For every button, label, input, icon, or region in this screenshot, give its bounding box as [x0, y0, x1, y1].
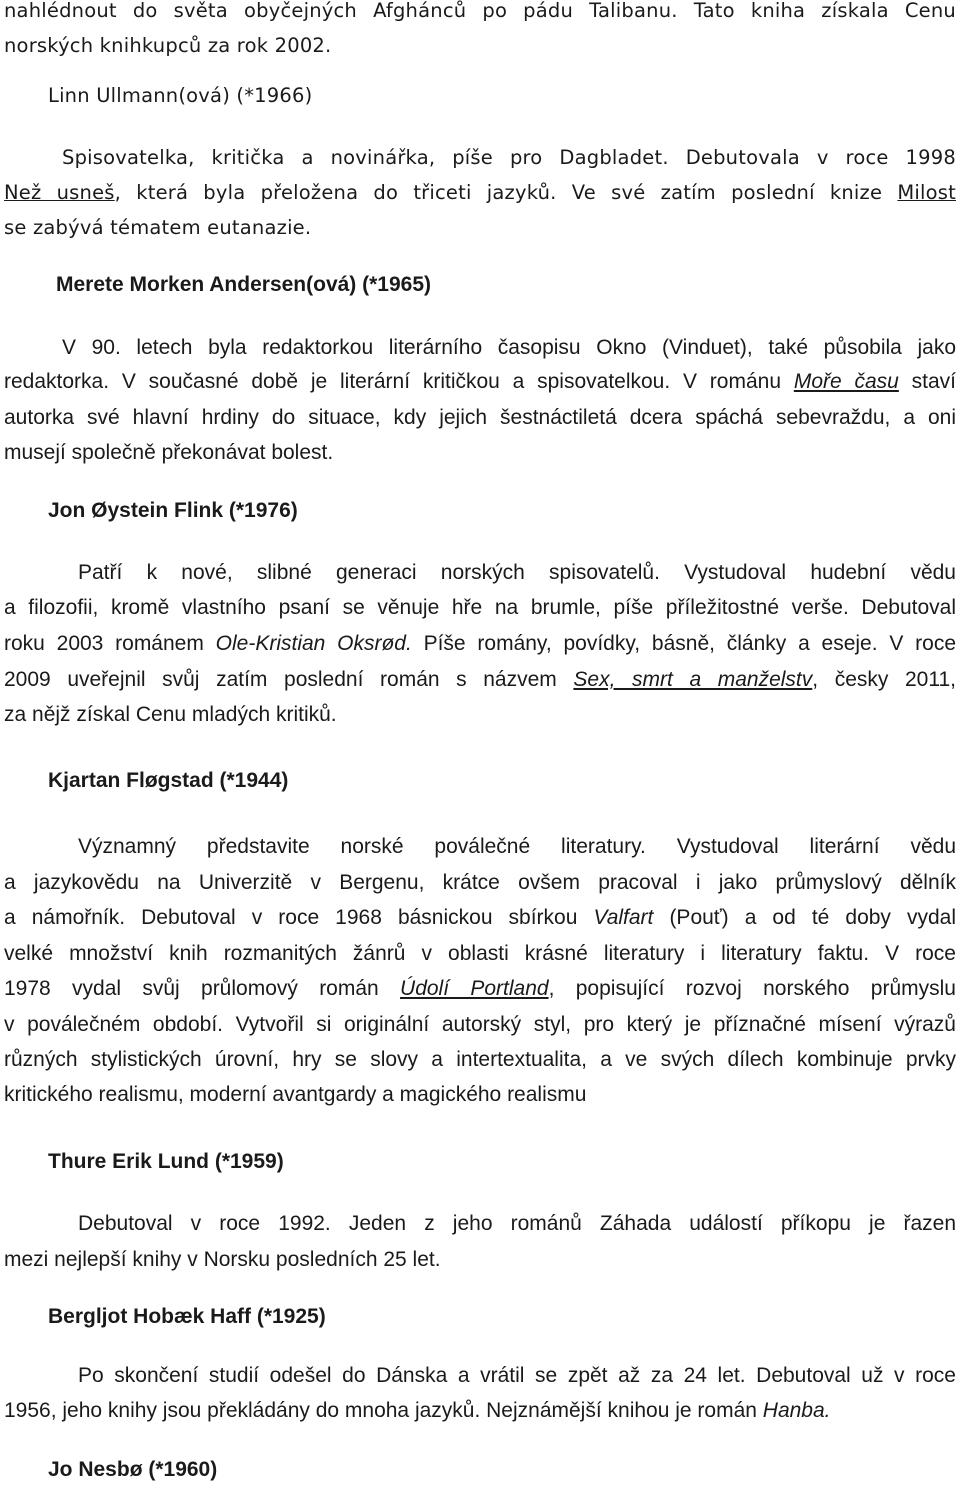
text-run: staví [911, 370, 957, 393]
paragraph-line: kritického realismu, moderní avantgardy a magického realismu [4, 1083, 587, 1106]
text-run: (Pouť) a od té doby vydal [669, 906, 956, 929]
text-run: 1956, jeho knihy jsou překládány do mnoha jazyků. Nejznámější knihou je román [4, 1399, 757, 1422]
paragraph-line [4, 974, 956, 1004]
author-heading: Jon Øystein Flink (*1976) [48, 499, 298, 522]
author-heading: Kjartan Fløgstad (*1944) [48, 769, 289, 792]
paragraph-line: musejí společně překonávat bolest. [4, 441, 334, 464]
text-run: , která byla přeložena do třiceti jazyků. Ve své zatím poslední knize [114, 181, 883, 204]
paragraph-line: V 90. letech byla redaktorkou literárního časopisu Okno (Vinduet), také působila jako [62, 336, 956, 359]
book-title: Valfart [593, 906, 654, 929]
text-run: redaktorka. V současné době je literární kritičkou a spisovatelkou. V románu [4, 370, 782, 393]
paragraph-line: mezi nejlepší knihy v Norsku posledních 25 let. [4, 1248, 441, 1271]
book-title: Milost [897, 181, 956, 204]
text-run: roku 2003 románem [4, 632, 204, 655]
paragraph-line [4, 367, 956, 397]
paragraph-line: a jazykovědu na Univerzitě v Bergenu, krátce ovšem pracoval i jako průmyslový dělník [4, 871, 956, 894]
paragraph-line: Debutoval v roce 1992. Jeden z jeho románů Záhada událostí příkopu je řazen [78, 1212, 956, 1235]
book-title: Hanba. [762, 1399, 831, 1422]
author-heading: Thure Erik Lund (*1959) [48, 1150, 284, 1173]
paragraph-line [4, 629, 956, 659]
author-heading: Merete Morken Andersen(ová) (*1965) [56, 273, 432, 296]
paragraph-line: Spisovatelka, kritička a novinářka, píše pro Dagbladet. Debutovala v roce 1998 [62, 146, 956, 169]
text-run: 2009 uveřejnil svůj zatím poslední román s názvem [4, 668, 557, 691]
text-run: , popisující rozvoj norského průmyslu [548, 977, 956, 1000]
author-heading: Bergljot Hobæk Haff (*1925) [48, 1305, 326, 1328]
paragraph-line: a filozofii, kromě vlastního psaní se věnuje hře na brumle, píše příležitostné verše. Debutoval [4, 596, 956, 619]
text-run: , česky 2011, [812, 668, 956, 691]
paragraph-line: Patří k nové, slibné generaci norských spisovatelů. Vystudoval hudební vědu [78, 561, 956, 584]
text-run: 1978 vydal svůj průlomový román [4, 977, 379, 1000]
book-title: Sex, smrt a manželstv [573, 668, 813, 691]
book-title: Údolí Portland [400, 977, 549, 1000]
book-title: Moře času [793, 370, 899, 393]
paragraph-line [4, 903, 956, 933]
author-heading: Jo Nesbø (*1960) [48, 1458, 218, 1481]
paragraph-line: v poválečném období. Vytvořil si originální autorský styl, pro který je příznačné mísení výrazů [4, 1013, 956, 1036]
book-title: Než usneš [4, 181, 115, 204]
book-title: Ole-Kristian Oksrød. [215, 632, 412, 655]
paragraph-line: velké množství knih rozmanitých žánrů v oblasti krásné literatury i literatury faktu. V roce [4, 942, 956, 965]
paragraph-line: norských knihkupců za rok 2002. [4, 34, 332, 57]
author-heading: Linn Ullmann(ová) (*1966) [48, 84, 313, 107]
paragraph-line: Významný představite norské poválečné literatury. Vystudoval literární vědu [78, 835, 956, 858]
paragraph-line: Po skončení studií odešel do Dánska a vrátil se zpět až za 24 let. Debutoval už v roce [78, 1364, 956, 1387]
paragraph-line [4, 665, 956, 695]
paragraph-line [4, 178, 956, 208]
paragraph-line: autorka své hlavní hrdiny do situace, kdy jejich šestnáctiletá dcera spáchá sebevraždu, a oni [4, 406, 956, 429]
text-run: a námořník. Debutoval v roce 1968 básnickou sbírkou [4, 906, 578, 929]
paragraph-line: různých stylistických úrovní, hry se slovy a intertextualita, a ve svých dílech kombinuje prvky [4, 1048, 956, 1071]
paragraph-line: nahlédnout do světa obyčejných Afghánců po pádu Talibanu. Tato kniha získala Cenu [4, 0, 956, 22]
paragraph-line: se zabývá tématem eutanazie. [4, 216, 312, 239]
text-run: Píše romány, povídky, básně, články a eseje. V roce [423, 632, 957, 655]
paragraph-line: za nějž získal Cenu mladých kritiků. [4, 703, 337, 726]
paragraph-line [4, 1396, 956, 1426]
